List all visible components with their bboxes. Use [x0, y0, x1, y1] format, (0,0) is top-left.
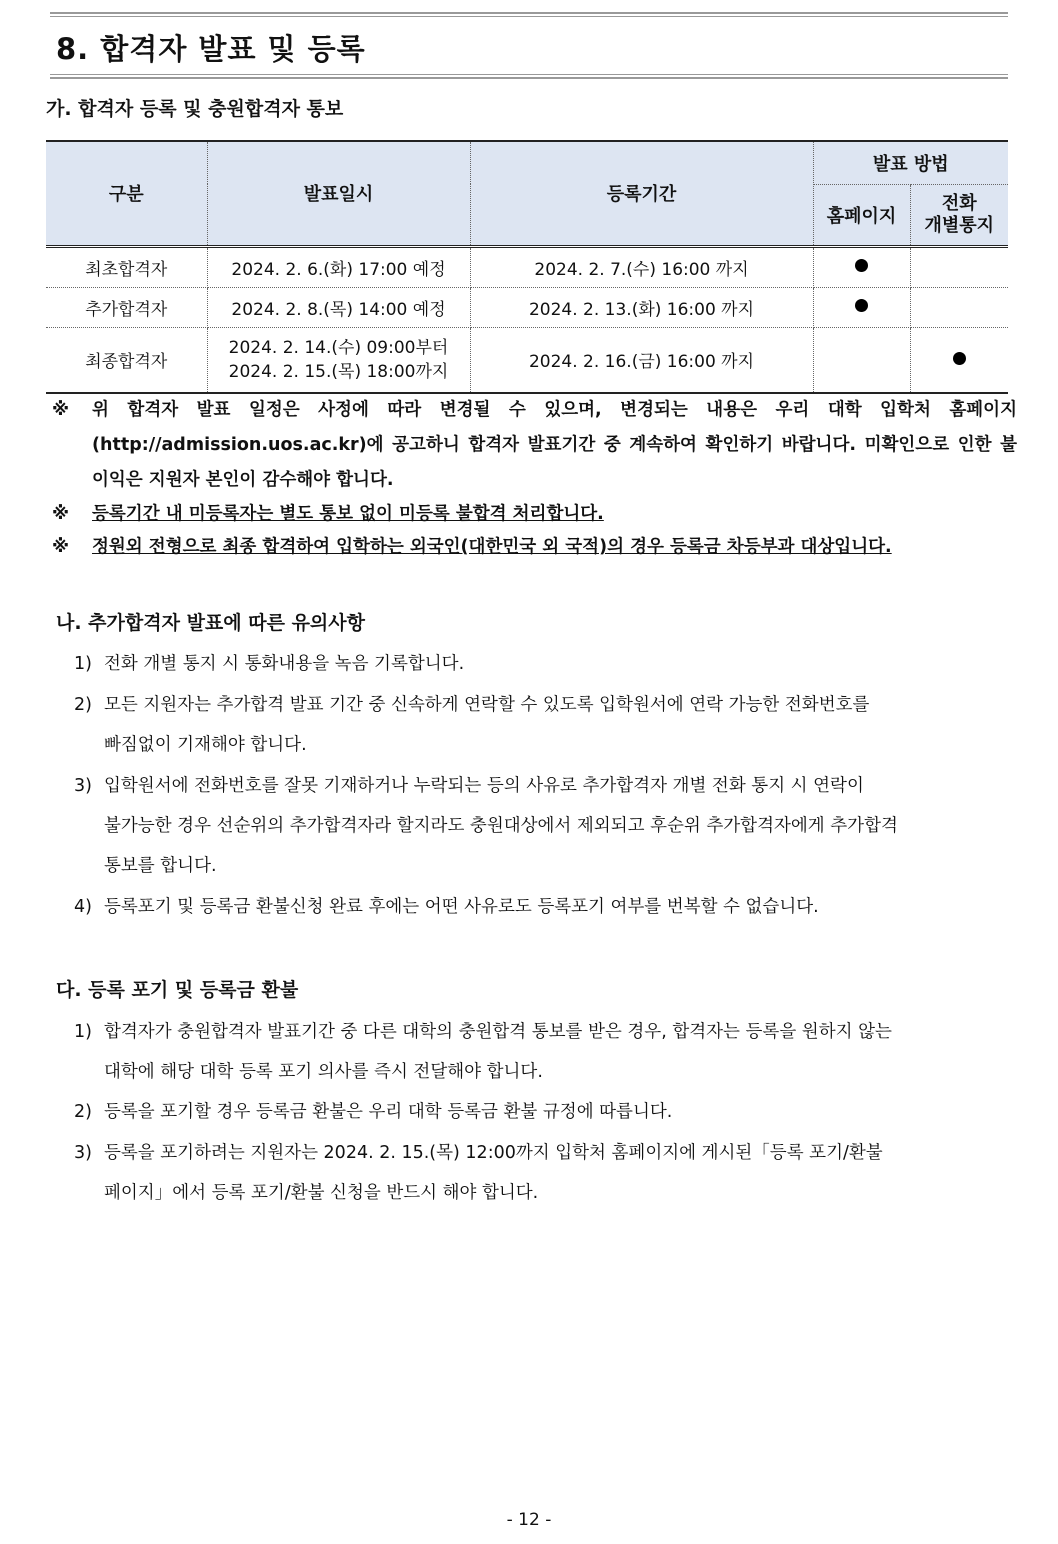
note-foreigner-tuition [52, 530, 1017, 565]
header-registration-period: 등록기간 [470, 141, 813, 246]
item-number: 3) [74, 1143, 92, 1163]
item-line: 합격자가 충원합격자 발표기간 중 다른 대학의 충원합격 통보를 받은 경우, 합격자는 등록을 원하지 않는 [104, 1022, 892, 1042]
list-item [74, 887, 1014, 927]
row-announce: 2024. 2. 14.(수) 09:00부터 2024. 2. 15.(목) 18:00까지 [207, 327, 470, 393]
row-category: 최초합격자 [46, 246, 207, 287]
item-number: 2) [74, 1102, 92, 1122]
bullet-dot-icon [855, 259, 868, 272]
item-line: 빠짐없이 기재해야 합니다. [104, 735, 307, 755]
header-method-phone: 전화 개별통지 [910, 184, 1008, 246]
row-period: 2024. 2. 7.(수) 16:00 까지 [470, 246, 813, 287]
item-line: 대학에 해당 대학 등록 포기 의사를 즉시 전달해야 합니다. [104, 1062, 543, 1082]
page-number: - 12 - [506, 1510, 552, 1530]
item-number: 1) [74, 654, 92, 674]
item-number: 3) [74, 776, 92, 796]
item-number: 4) [74, 897, 92, 917]
section-header [50, 12, 1008, 79]
header-category: 구분 [46, 141, 207, 246]
item-line: 등록포기 및 등록금 환불신청 완료 후에는 어떤 사유로도 등록포기 여부를 번복할 수 없습니다. [104, 897, 819, 917]
divider [50, 74, 1008, 75]
row-category: 최종합격자 [46, 327, 207, 393]
list-item [74, 766, 1014, 886]
item-line: 모든 지원자는 추가합격 발표 기간 중 신속하게 연락할 수 있도록 입학원서에 연락 가능한 전화번호를 [104, 695, 870, 715]
note-line: 위 합격자 발표 일정은 사정에 따라 변경될 수 있으며, 변경되는 내용은 우리 대학 입학처 홈페이지 [92, 400, 1017, 420]
item-line: 등록을 포기하려는 지원자는 2024. 2. 15.(목) 12:00까지 입학처 홈페이지에 게시된「등록 포기/환불 [104, 1143, 883, 1163]
header-announce-method: 발표 방법 [813, 141, 1008, 184]
row-announce: 2024. 2. 6.(화) 17:00 예정 [207, 246, 470, 287]
item-line: 입학원서에 전화번호를 잘못 기재하거나 누락되는 등의 사유로 추가합격자 개별 전화 통지 시 연락이 [104, 776, 864, 796]
section-title: 8. 합격자 발표 및 등록 [56, 32, 366, 66]
table-row [46, 287, 1008, 327]
bullet-dot-icon [953, 352, 966, 365]
header-method-homepage: 홈페이지 [813, 184, 910, 246]
row-homepage-cell [813, 327, 910, 393]
table-row [46, 246, 1008, 287]
row-period: 2024. 2. 16.(금) 16:00 까지 [470, 327, 813, 393]
list-item [74, 1133, 1014, 1213]
list-item [74, 644, 1014, 684]
note-schedule-change [52, 393, 1017, 498]
row-period: 2024. 2. 13.(화) 16:00 까지 [470, 287, 813, 327]
item-line: 불가능한 경우 선순위의 추가합격자라 할지라도 충원대상에서 제외되고 후순위 추가합격자에게 추가합격 [104, 816, 898, 836]
reference-mark: ※ [52, 400, 70, 420]
item-line: 통보를 합니다. [104, 856, 217, 876]
item-number: 1) [74, 1022, 92, 1042]
divider [50, 12, 1008, 14]
row-phone-cell [910, 246, 1008, 287]
reference-mark: ※ [52, 537, 70, 557]
schedule-table [46, 140, 1008, 394]
row-category: 추가합격자 [46, 287, 207, 327]
row-phone-cell [910, 327, 1008, 393]
header-announce-date: 발표일시 [207, 141, 470, 246]
row-phone-cell [910, 287, 1008, 327]
row-homepage-cell [813, 246, 910, 287]
row-announce: 2024. 2. 8.(목) 14:00 예정 [207, 287, 470, 327]
note-line: 등록기간 내 미등록자는 별도 통보 없이 미등록 불합격 처리합니다. [92, 504, 604, 524]
list-item [74, 685, 1014, 765]
table-row [46, 327, 1008, 393]
list-item [74, 1092, 1014, 1132]
part-a-title: 가. 합격자 등록 및 충원합격자 통보 [46, 98, 344, 120]
reference-mark: ※ [52, 504, 70, 524]
list-item [74, 1012, 1014, 1092]
item-line: 등록을 포기할 경우 등록금 환불은 우리 대학 등록금 환불 규정에 따릅니다. [104, 1102, 673, 1122]
row-homepage-cell [813, 287, 910, 327]
note-unregistered [52, 497, 1017, 532]
item-line: 전화 개별 통지 시 통화내용을 녹음 기록합니다. [104, 654, 465, 674]
bullet-dot-icon [855, 299, 868, 312]
item-line: 페이지」에서 등록 포기/환불 신청을 반드시 해야 합니다. [104, 1183, 539, 1203]
note-line: (http://admission.uos.ac.kr)에 공고하니 합격자 발표기간 중 계속하여 확인하기 바랍니다. 미확인으로 인한 불 [92, 435, 1017, 455]
item-number: 2) [74, 695, 92, 715]
note-line: 정원외 전형으로 최종 합격하여 입학하는 외국인(대한민국 외 국적)의 경우 등록금 차등부과 대상입니다. [92, 537, 892, 557]
part-b-title: 나. 추가합격자 발표에 따른 유의사항 [56, 612, 365, 634]
divider [50, 77, 1008, 79]
part-c-title: 다. 등록 포기 및 등록금 환불 [56, 979, 299, 1001]
note-line: 이익은 지원자 본인이 감수해야 합니다. [92, 470, 394, 490]
